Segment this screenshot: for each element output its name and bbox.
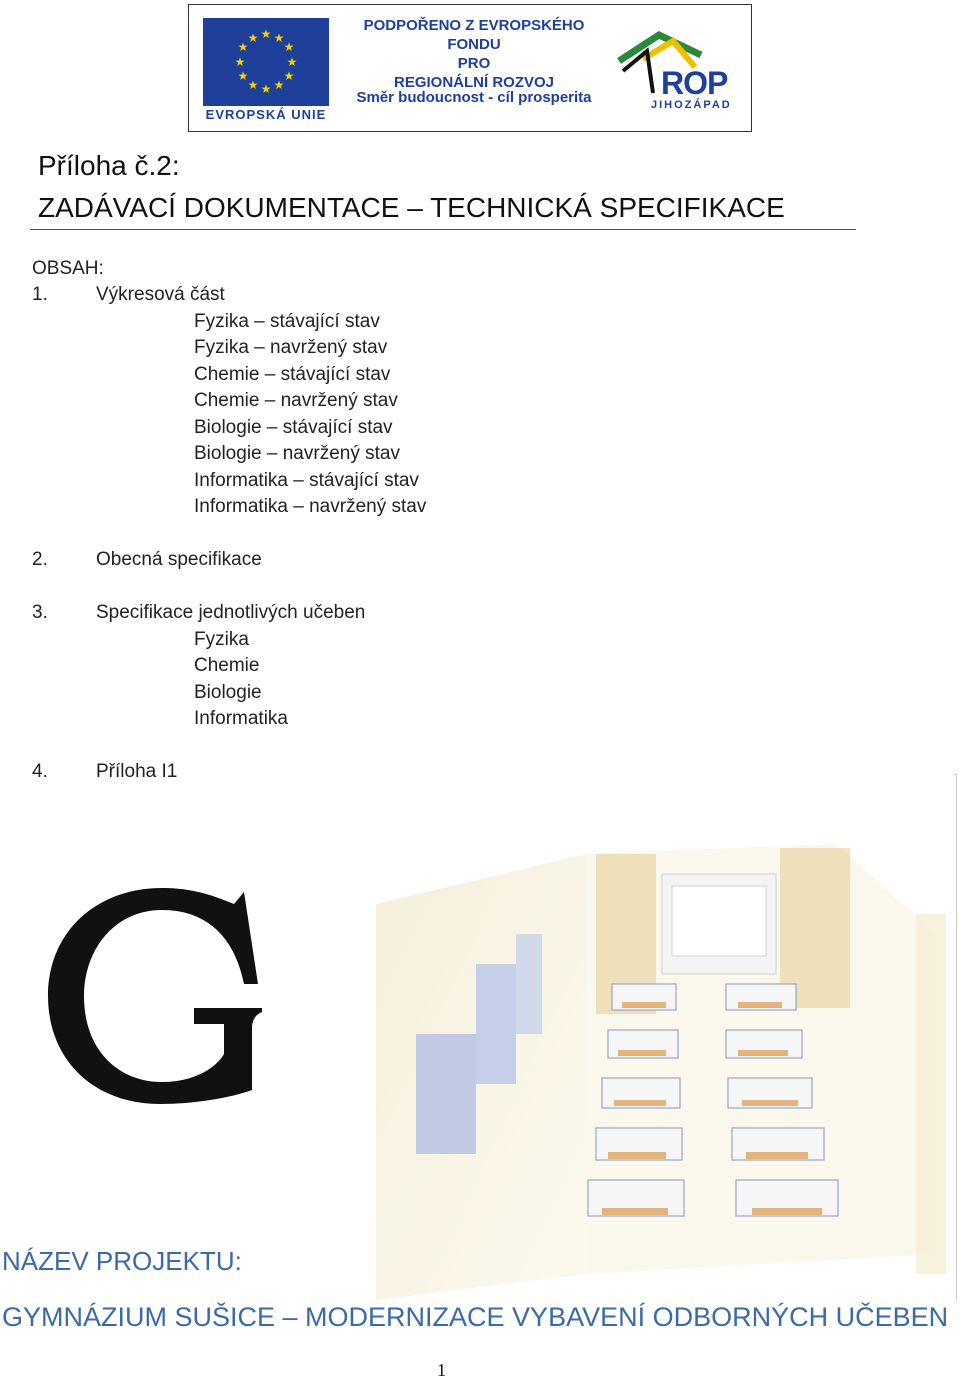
fund-line: PRO: [457, 55, 491, 72]
section-label: Výkresová část: [96, 284, 225, 305]
eu-flag-icon: [203, 18, 329, 106]
section-number: 2.: [32, 549, 48, 570]
funding-banner: [188, 4, 752, 132]
fund-line: PODPOŘENO Z EVROPSKÉHO FONDU: [363, 17, 585, 53]
rop-subtitle: JIHOZÁPAD: [651, 99, 732, 111]
rop-text: ROP: [661, 65, 728, 101]
classroom-illustration: [376, 774, 954, 1300]
page-number: 1: [437, 1360, 446, 1380]
subitem-label: Biologie – navržený stav: [194, 443, 400, 464]
subitem-label: Informatika – stávající stav: [194, 470, 419, 491]
section-label: Specifikace jednotlivých učeben: [96, 602, 366, 623]
svg-text:★: ★: [283, 40, 295, 54]
classroom-render-icon: [376, 774, 954, 1300]
subitem-label: Biologie: [194, 682, 262, 703]
svg-text:★: ★: [273, 78, 285, 92]
subitem-label: Chemie – stávající stav: [194, 364, 391, 385]
subitem-label: Chemie – navržený stav: [194, 390, 398, 411]
rop-logo: [613, 21, 743, 121]
svg-text:★: ★: [273, 31, 285, 45]
svg-text:★: ★: [247, 78, 259, 92]
section-label: Příloha I1: [96, 761, 178, 782]
section-label: Obecná specifikace: [96, 549, 262, 570]
subitem-label: Chemie: [194, 655, 260, 676]
svg-text:★: ★: [286, 55, 298, 69]
project-name: GYMNÁZIUM SUŠICE – MODERNIZACE VYBAVENÍ ODBORNÝCH UČEBEN: [2, 1302, 949, 1332]
eu-label: EVROPSKÁ UNIE: [205, 107, 327, 122]
svg-text:★: ★: [237, 40, 249, 54]
g-letter-logo-icon: [44, 884, 270, 1104]
svg-text:★: ★: [283, 69, 295, 83]
fund-line: REGIONÁLNÍ ROZVOJ: [393, 74, 554, 91]
svg-text:★: ★: [247, 31, 259, 45]
school-logo: [44, 884, 270, 1104]
subitem-label: Fyzika – navržený stav: [194, 337, 388, 358]
slogan: Směr budoucnost - cíl prosperita: [356, 89, 592, 106]
svg-text:★: ★: [260, 27, 272, 41]
svg-text:★: ★: [260, 82, 272, 96]
title-divider: [30, 229, 856, 230]
document-title: ZADÁVACÍ DOKUMENTACE – TECHNICKÁ SPECIFIKACE: [38, 192, 785, 223]
svg-text:★: ★: [237, 69, 249, 83]
subitem-label: Informatika – navržený stav: [194, 496, 427, 517]
subitem-label: Biologie – stávající stav: [194, 417, 393, 438]
section-number: 1.: [32, 284, 48, 305]
subitem-label: Fyzika: [194, 629, 249, 650]
subitem-label: Informatika: [194, 708, 288, 729]
attachment-title: Příloha č.2:: [38, 150, 180, 181]
fund-text: [341, 16, 607, 92]
toc-heading: OBSAH:: [32, 258, 104, 279]
section-number: 3.: [32, 602, 48, 623]
subitem-label: Fyzika – stávající stav: [194, 311, 380, 332]
svg-text:★: ★: [234, 55, 246, 69]
section-number: 4.: [32, 761, 48, 782]
project-label: NÁZEV PROJEKTU:: [2, 1246, 242, 1276]
